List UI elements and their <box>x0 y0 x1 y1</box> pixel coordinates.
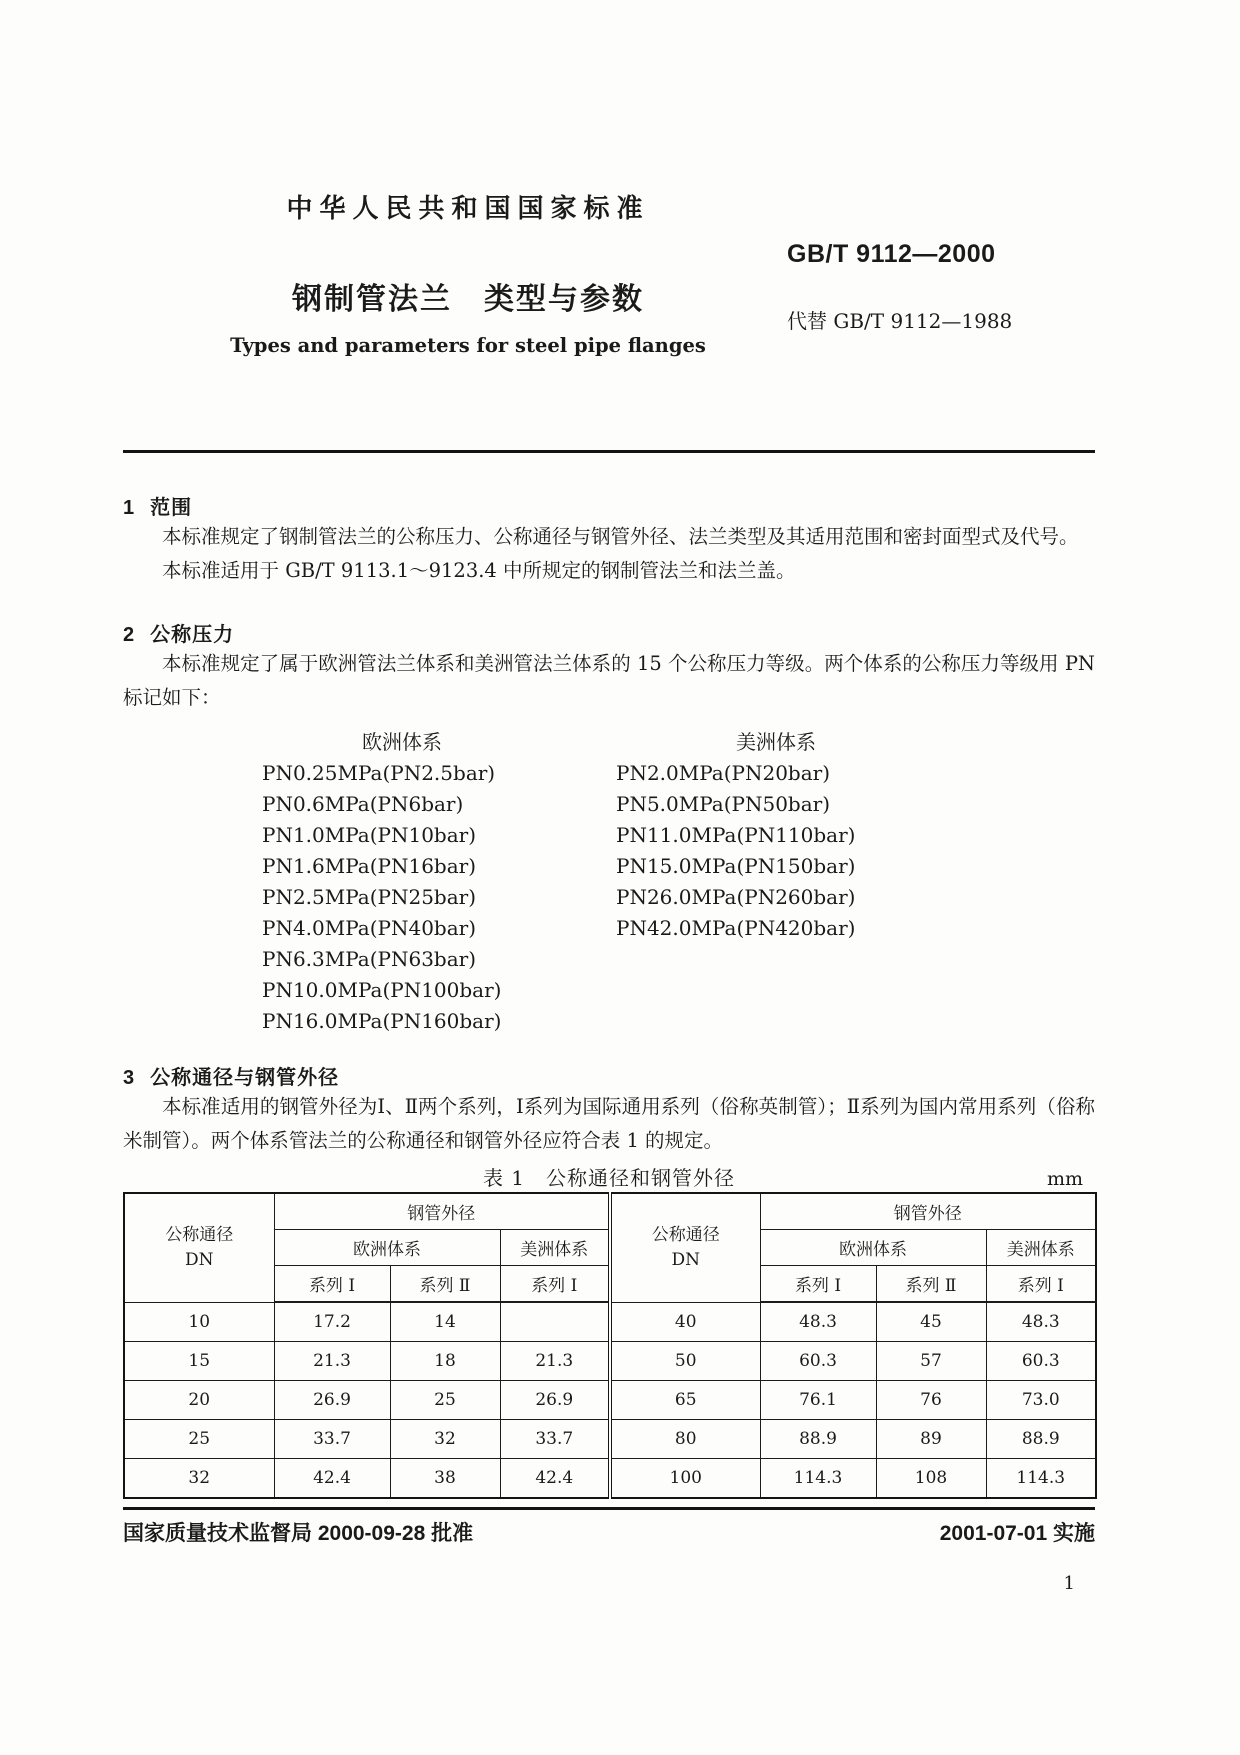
table-cell: 26.9 <box>274 1381 390 1420</box>
table-cell: 89 <box>876 1420 986 1459</box>
scope-paragraph-2: 本标准适用于 GB/T 9113.1～9123.4 中所规定的钢制管法兰和法兰盖。 <box>162 559 796 582</box>
table-cell: 33.7 <box>500 1420 610 1459</box>
table-cell: 73.0 <box>986 1381 1096 1420</box>
table-cell: 21.3 <box>274 1342 390 1381</box>
table-cell: 14 <box>390 1302 500 1342</box>
header-dn-right <box>610 1193 760 1302</box>
page-number: 1 <box>1063 1573 1075 1594</box>
table-cell: 108 <box>876 1459 986 1499</box>
footer-rule <box>123 1507 1095 1510</box>
table-cell: 20 <box>124 1381 274 1420</box>
table-cell: 42.4 <box>274 1459 390 1499</box>
table-cell: 114.3 <box>986 1459 1096 1499</box>
pn-item: PN16.0MPa(PN160bar) <box>262 1009 502 1033</box>
header-dn-abbr: DN <box>671 1249 700 1270</box>
dn-od-table <box>123 1192 1097 1499</box>
pn-item: PN1.6MPa(PN16bar) <box>262 854 477 878</box>
header-series1: 系列 Ⅰ <box>986 1266 1096 1303</box>
table-unit-label: mm <box>1046 1168 1083 1190</box>
section-dn-heading <box>123 1061 1095 1090</box>
table-cell: 100 <box>610 1459 760 1499</box>
pn-item: PN5.0MPa(PN50bar) <box>616 792 831 816</box>
section-title: 范围 <box>150 497 193 519</box>
approval-note: 国家质量技术监督局 2000-09-28 批准 <box>123 1522 474 1545</box>
table-cell: 76.1 <box>760 1381 876 1420</box>
pressure-paragraph: 本标准规定了属于欧洲管法兰体系和美洲管法兰体系的 15 个公称压力等级。两个体系的公称压力等级用 PN 标记如下： <box>123 652 1095 709</box>
pn-item: PN10.0MPa(PN100bar) <box>262 978 502 1002</box>
replaces-note: 代替 GB/T 9112—1988 <box>787 309 1013 333</box>
table-cell: 42.4 <box>500 1459 610 1499</box>
table-cell: 17.2 <box>274 1302 390 1342</box>
pn-europe-list <box>262 758 542 1037</box>
section-number: 2 <box>123 624 135 646</box>
table-row <box>124 1420 1096 1459</box>
table-cell: 18 <box>390 1342 500 1381</box>
pn-item: PN2.0MPa(PN20bar) <box>616 761 831 785</box>
pn-item: PN11.0MPa(PN110bar) <box>616 823 856 847</box>
table-cell: 76 <box>876 1381 986 1420</box>
header-series1: 系列 Ⅰ <box>500 1266 610 1303</box>
section-scope-heading <box>123 491 1095 520</box>
header-dn-abbr: DN <box>184 1249 214 1270</box>
header-od-left: 钢管外径 <box>274 1193 610 1230</box>
section-number: 1 <box>123 497 135 519</box>
table-cell: 88.9 <box>760 1420 876 1459</box>
table-cell: 25 <box>390 1381 500 1420</box>
table-cell: 88.9 <box>986 1420 1096 1459</box>
table-cell: 60.3 <box>986 1342 1096 1381</box>
table-row <box>124 1459 1096 1499</box>
pn-rating-columns <box>123 727 1095 1037</box>
pn-america-header: 美洲体系 <box>736 730 816 754</box>
section-title: 公称压力 <box>150 624 235 646</box>
pn-item: PN2.5MPa(PN25bar) <box>262 885 477 909</box>
table-cell: 45 <box>876 1302 986 1342</box>
standard-class-title: 中华人民共和国国家标准 <box>286 193 650 223</box>
pn-item: PN4.0MPa(PN40bar) <box>262 916 477 940</box>
table-caption: 表 1 公称通径和钢管外径 <box>482 1166 736 1190</box>
header-rule <box>123 450 1095 453</box>
header-dn-label: 公称通径 <box>165 1224 234 1245</box>
pn-item: PN15.0MPa(PN150bar) <box>616 854 856 878</box>
pn-europe-header: 欧洲体系 <box>362 730 442 754</box>
header-series1: 系列 Ⅰ <box>760 1266 876 1303</box>
table-cell: 25 <box>124 1420 274 1459</box>
table-cell: 48.3 <box>986 1302 1096 1342</box>
scope-paragraph-1: 本标准规定了钢制管法兰的公称压力、公称通径与钢管外径、法兰类型及其适用范围和密封面型式及代号。 <box>162 525 1079 548</box>
table-header-row <box>124 1193 1096 1230</box>
document-header <box>123 0 1095 453</box>
header-series2: 系列 Ⅱ <box>876 1266 986 1303</box>
pn-item: PN0.6MPa(PN6bar) <box>262 792 464 816</box>
pn-item: PN6.3MPa(PN63bar) <box>262 947 477 971</box>
table-cell: 48.3 <box>760 1302 876 1342</box>
pn-america-column <box>616 727 936 1037</box>
pn-item: PN1.0MPa(PN10bar) <box>262 823 477 847</box>
table-cell: 60.3 <box>760 1342 876 1381</box>
table-caption-row <box>123 1162 1095 1190</box>
pn-america-list <box>616 758 936 944</box>
table-cell: 15 <box>124 1342 274 1381</box>
document-footer <box>123 1517 1095 1547</box>
table-cell: 65 <box>610 1381 760 1420</box>
table-cell: 50 <box>610 1342 760 1381</box>
header-europe-left: 欧洲体系 <box>274 1230 500 1266</box>
header-america-right: 美洲体系 <box>986 1230 1096 1266</box>
header-dn-left <box>124 1193 274 1302</box>
table-cell: 32 <box>390 1420 500 1459</box>
pn-europe-column <box>262 727 542 1037</box>
table-cell: 114.3 <box>760 1459 876 1499</box>
table-cell: 10 <box>124 1302 274 1342</box>
standard-number: GB/T 9112—2000 <box>787 240 996 268</box>
page-content <box>123 0 1095 1594</box>
table-row <box>124 1381 1096 1420</box>
document-title-en: Types and parameters for steel pipe flanges <box>230 334 706 357</box>
table-cell: 33.7 <box>274 1420 390 1459</box>
dn-paragraph: 本标准适用的钢管外径为Ⅰ、Ⅱ两个系列，Ⅰ系列为国际通用系列（俗称英制管）；Ⅱ系列为国内常用系列（俗称米制管）。两个体系管法兰的公称通径和钢管外径应符合表 1 的规定。 <box>123 1095 1095 1152</box>
header-od-right: 钢管外径 <box>760 1193 1096 1230</box>
table-cell: 26.9 <box>500 1381 610 1420</box>
table-cell: 40 <box>610 1302 760 1342</box>
header-series1: 系列 Ⅰ <box>274 1266 390 1303</box>
section-pressure-heading <box>123 618 1095 647</box>
table-cell: 80 <box>610 1420 760 1459</box>
table-cell: 57 <box>876 1342 986 1381</box>
section-title: 公称通径与钢管外径 <box>150 1067 340 1089</box>
table-cell <box>500 1302 610 1342</box>
header-dn-label: 公称通径 <box>651 1224 720 1245</box>
pn-item: PN42.0MPa(PN420bar) <box>616 916 856 940</box>
header-series2: 系列 Ⅱ <box>390 1266 500 1303</box>
header-america-left: 美洲体系 <box>500 1230 610 1266</box>
table-row <box>124 1342 1096 1381</box>
header-europe-right: 欧洲体系 <box>760 1230 986 1266</box>
document-title-zh: 钢制管法兰 类型与参数 <box>292 283 644 316</box>
table-cell: 21.3 <box>500 1342 610 1381</box>
pn-item: PN0.25MPa(PN2.5bar) <box>262 761 496 785</box>
table-cell: 32 <box>124 1459 274 1499</box>
pn-item: PN26.0MPa(PN260bar) <box>616 885 856 909</box>
table-cell: 38 <box>390 1459 500 1499</box>
table-row <box>124 1302 1096 1342</box>
section-number: 3 <box>123 1067 135 1089</box>
implementation-note: 2001-07-01 实施 <box>939 1522 1095 1545</box>
